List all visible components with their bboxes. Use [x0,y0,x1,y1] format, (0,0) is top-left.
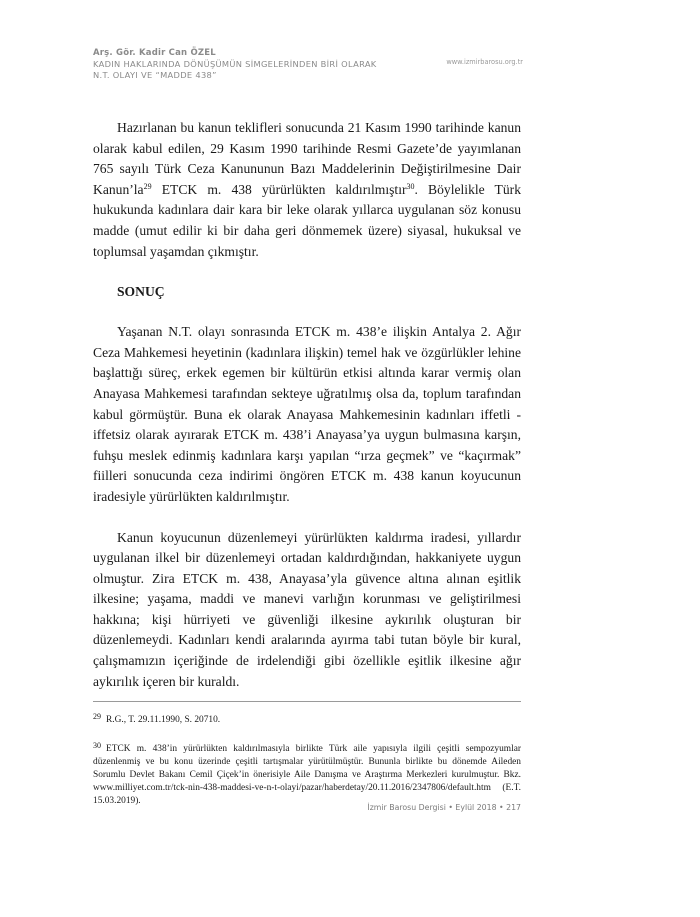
article-body [93,118,521,692]
footnote-text: ETCK m. 438’in yürürlükten kaldırılmasıyla birlikte Türk aile yapısıyla ilgili çeşitli sempozyumlar düzenlenmiş ve bu konu üzerinde çeşitli tartışmalar yürütülmüştür. Bununla birlikte bu dönemde Aileden Sorumlu Devlet Bakanı Cemil Çiçek’in önerisiyle Aile Danışma ve Araştırma Merkezleri kurulmuştur. Bkz. www.milliyet.com.tr/tck-nin-438-maddesi-ve-n-t-olayi/pazar/haberdetay/20.11.2016/2347806/default.htm (E.T. 15.03.2019). [93,744,521,806]
paragraph-3: Kanun koyucunun düzenlemeyi yürürlükten kaldırma iradesi, yıllardır uygulanan ilkel bir düzenlemeyi ortadan kaldırdığından, hakkaniyete uygun olmuştur. Zira ETCK m. 438, Anayasa’yla güvence altına alınan eşitlik ilkesine; yaşama, maddi ve manevi varlığın korunması ve geliştirilmesi hakkına; kişi hürriyeti ve güvenliği ilkesine aykırılık oluşturan bir düzenlemeydi. Kadınları kendi aralarında ayırma tabi tutan böyle bir kural, çalışmamızın içeriğinde de irdelendiği gibi özellikle eşitlik ilkesine ağır aykırılık içeren bir kuraldı. [93,529,521,689]
page-footer [367,803,521,812]
footnote-text: R.G., T. 29.11.1990, S. 20710. [106,715,221,725]
footnote-ref-30: 30 [406,181,415,191]
page-number: 217 [506,803,521,812]
footnote-number: 30 [93,741,101,750]
footnote-divider [93,701,521,702]
paragraph-1-part2: ETCK m. 438 yürürlükten kaldırılmıştır [151,181,407,197]
paragraph-1-part3: . Böylelikle Türk hukukunda kadınlara dair kara bir leke olarak yıllarca uygulanan söz konusu madde (umut edilir ki bir daha geri dönmemek üzere) siyasal, hukuksal ve toplumsal yaşamdan çıkmıştır. [93,181,521,259]
section-heading-conclusion: SONUÇ [117,284,165,300]
header-website: www.izmirbarosu.org.tr [446,58,523,66]
footnote-29 [93,710,521,727]
footnote-number: 29 [93,712,101,721]
footer-journal: İzmir Barosu Dergisi • Eylül 2018 • [367,803,504,812]
footnotes [93,710,521,808]
running-header [93,48,523,81]
footnote-30 [93,739,521,808]
paragraph-2: Yaşanan N.T. olayı sonrasında ETCK m. 438’e ilişkin Antalya 2. Ağır Ceza Mahkemesi heyetinin (kadınlara ilişkin) temel hak ve özgürlükler lehine başlattığı süreç, erkek egemen bir kültürün etkisi altında karar vermiş olan Anayasa Mahkemesi tarafından sekteye uğratılmış olsa da, toplum tarafından kabul görmüştür. Buna ek olarak Anayasa Mahkemesinin kadınları iffetli - iffetsiz olarak ayırarak ETCK m. 438’i Anayasa’ya uygun bulmasına karşın, fuhşu meslek edinmiş kadınlara karşı yapılan “ırza geçmek” ve “kaçırmak” fiilleri sonucunda ceza indirimi öngören ETCK m. 438 kanun koyucunun iradesiyle yürürlükten kaldırılmıştır. [93,324,521,504]
footnote-ref-29: 29 [143,181,152,191]
paragraph-1 [93,118,521,262]
header-article-title-line2: N.T. OLAYI VE “MADDE 438” [93,70,217,80]
header-author: Arş. Gör. Kadir Can ÖZEL [93,48,216,58]
paragraph-1-part1: Hazırlanan bu kanun teklifleri sonucunda 21 Kasım 1990 tarihinde kanun olarak kabul edilen, 29 Kasım 1990 tarihinde Resmi Gazete’de yayımlanan 765 sayılı Türk Ceza Kanununun Bazı Maddelerinin Değiştirilmesine Dair Kanun’la [93,120,521,197]
header-article-title-line1: KADIN HAKLARINDA DÖNÜŞÜMÜN SİMGELERİNDEN BİRİ OLARAK [93,59,377,69]
